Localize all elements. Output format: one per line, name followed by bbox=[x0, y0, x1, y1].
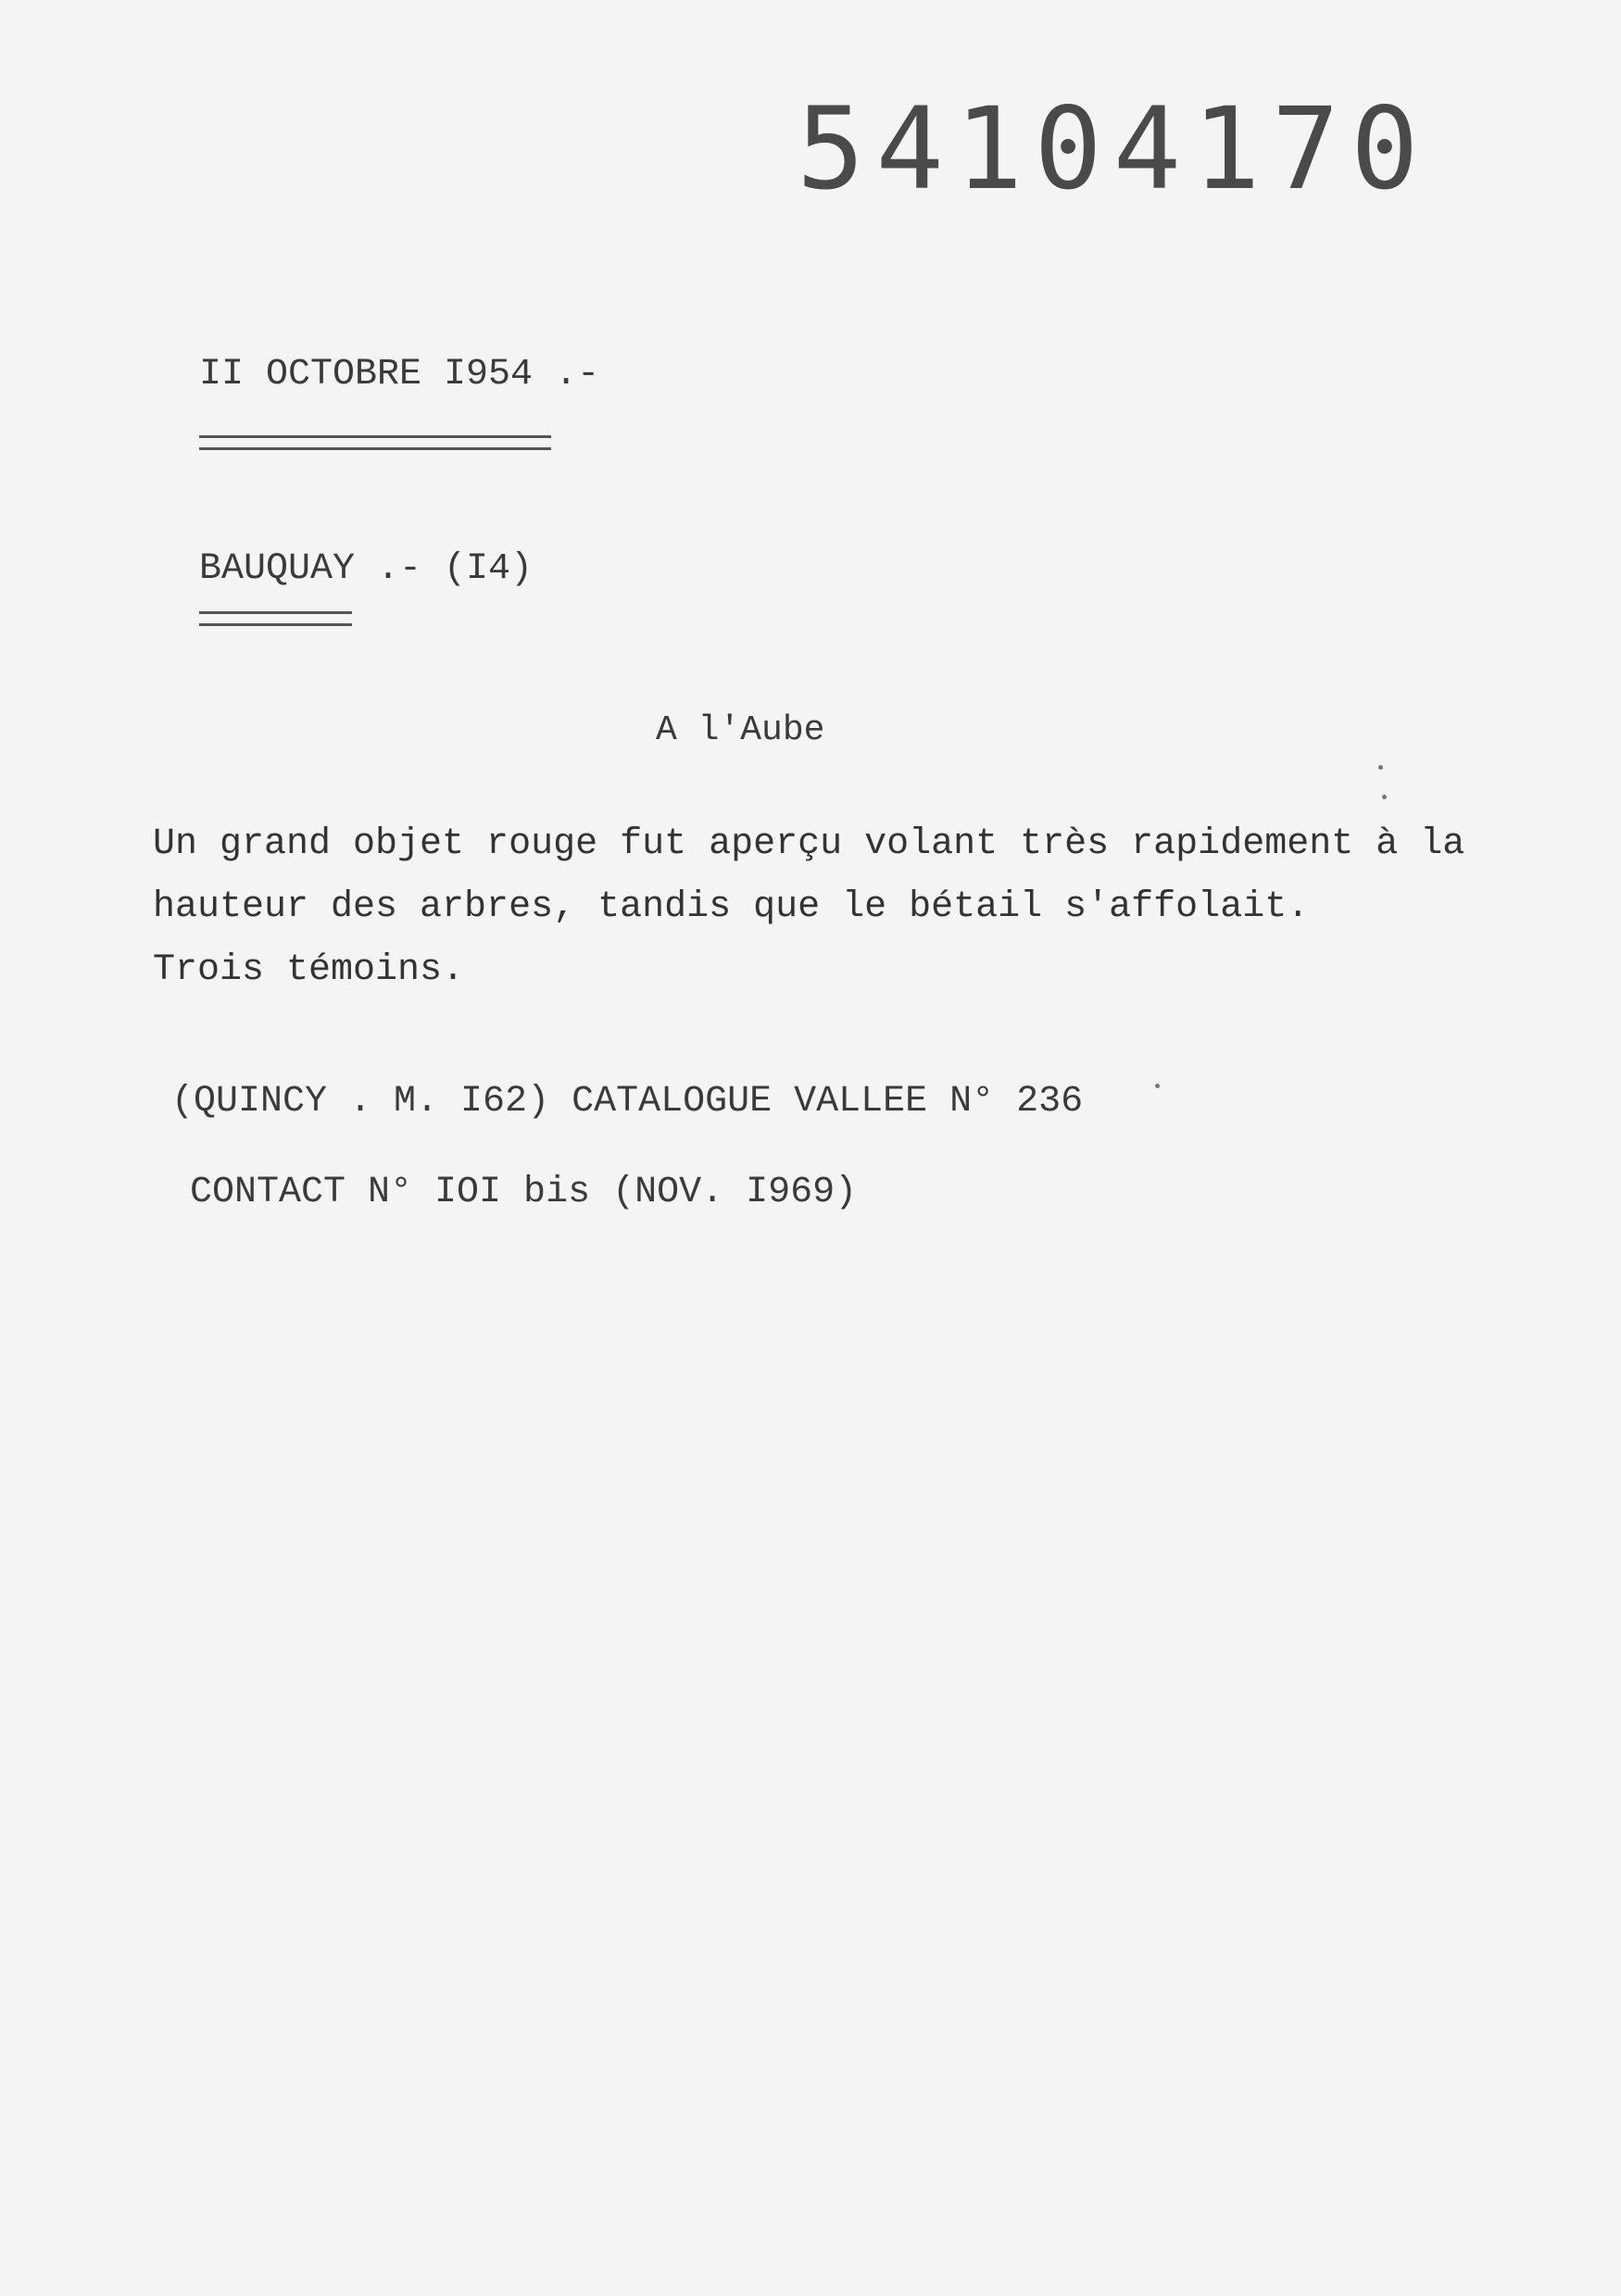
contact-reference: CONTACT N° IOI bis (NOV. I969) bbox=[190, 1172, 858, 1213]
date-underline bbox=[199, 435, 551, 450]
ink-speck bbox=[1378, 765, 1383, 770]
report-date: II OCTOBRE I954 .- bbox=[199, 354, 600, 395]
body-line: Trois témoins. bbox=[153, 949, 465, 991]
body-line: Un grand objet rouge fut aperçu volant très rapidement à la bbox=[153, 823, 1465, 865]
source-reference: (QUINCY . M. I62) CATALOGUE VALLEE N° 236 bbox=[171, 1081, 1084, 1123]
ink-speck bbox=[1382, 795, 1387, 799]
report-body bbox=[153, 813, 1468, 1002]
body-line: hauteur des arbres, tandis que le bétail s'affolait. bbox=[153, 886, 1310, 928]
reference-number: 54104170 bbox=[797, 83, 1430, 215]
ink-speck bbox=[1155, 1084, 1160, 1088]
place-underline bbox=[199, 611, 352, 626]
report-heading: A l'Aube bbox=[656, 710, 825, 750]
report-place: BAUQUAY .- (I4) bbox=[199, 548, 534, 590]
